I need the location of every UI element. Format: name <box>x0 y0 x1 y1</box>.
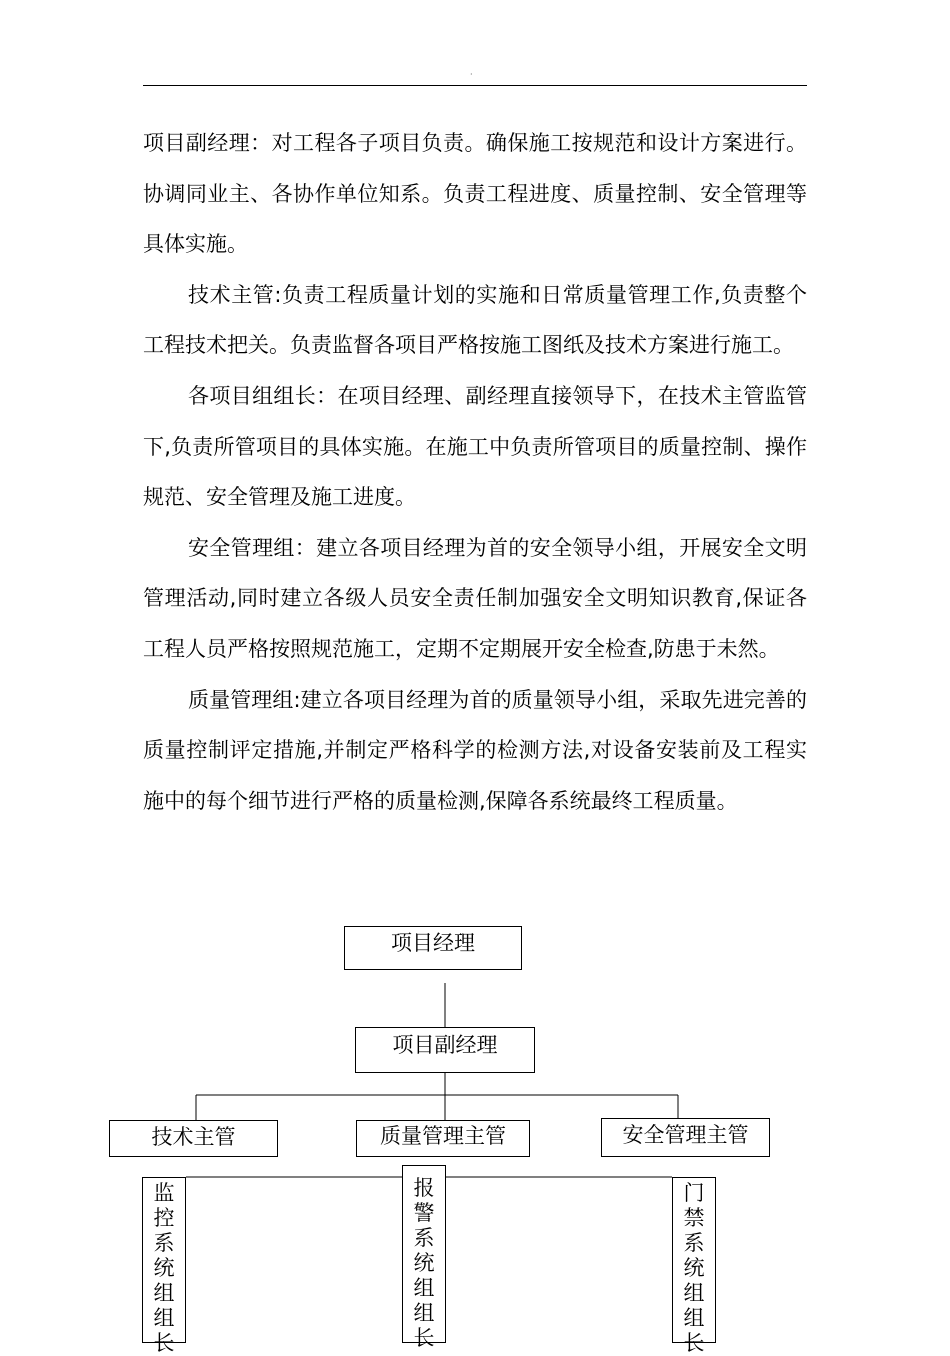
node-project-manager: 项目经理 <box>344 926 522 970</box>
header-mark: · <box>470 70 473 79</box>
node-tech-lead: 技术主管 <box>109 1120 278 1157</box>
document-body <box>143 118 807 826</box>
paragraph-tech-lead: 技术主管:负责工程质量计划的实施和日常质量管理工作,负责整个工程技术把关。负责监督各项目严格按施工图纸及技术方案进行施工。 <box>143 282 807 358</box>
node-deputy-manager: 项目副经理 <box>355 1027 535 1073</box>
node-alarm-group-leader <box>402 1165 446 1350</box>
paragraph-quality-group: 质量管理组:建立各项目经理为首的质量领导小组，采取先进完善的质量控制评定措施,并制定严格科学的检测方法,对设备安装前及工程实施中的每个细节进行严格的质量检测,保障各系统最终工程质量。 <box>143 687 807 813</box>
paragraph-deputy-manager: 项目副经理：对工程各子项目负责。确保施工按规范和设计方案进行。协调同业主、各协作单位知系。负责工程进度、质量控制、安全管理等具体实施。 <box>143 131 807 257</box>
paragraph-safety-group: 安全管理组：建立各项目经理为首的安全领导小组，开展安全文明管理活动,同时建立各级人员安全责任制加强安全文明知识教育,保证各工程人员严格按照规范施工，定期不定期展开安全检查,防患于未然。 <box>143 535 807 661</box>
header-rule <box>143 85 807 86</box>
node-monitoring-group-leader <box>142 1177 186 1355</box>
node-safety-lead: 安全管理主管 <box>601 1118 770 1157</box>
node-quality-lead: 质量管理主管 <box>356 1120 530 1157</box>
node-access-group-leader-label: 门禁系统组组长 <box>683 1181 705 1355</box>
node-monitoring-group-leader-label: 监控系统组组长 <box>153 1181 175 1355</box>
paragraph-group-leaders: 各项目组组长：在项目经理、副经理直接领导下，在技术主管监管下,负责所管项目的具体实施。在施工中负责所管项目的质量控制、操作规范、安全管理及施工进度。 <box>143 383 807 510</box>
node-alarm-group-leader-label: 报警系统组组长 <box>413 1176 435 1350</box>
node-access-group-leader <box>672 1177 716 1355</box>
